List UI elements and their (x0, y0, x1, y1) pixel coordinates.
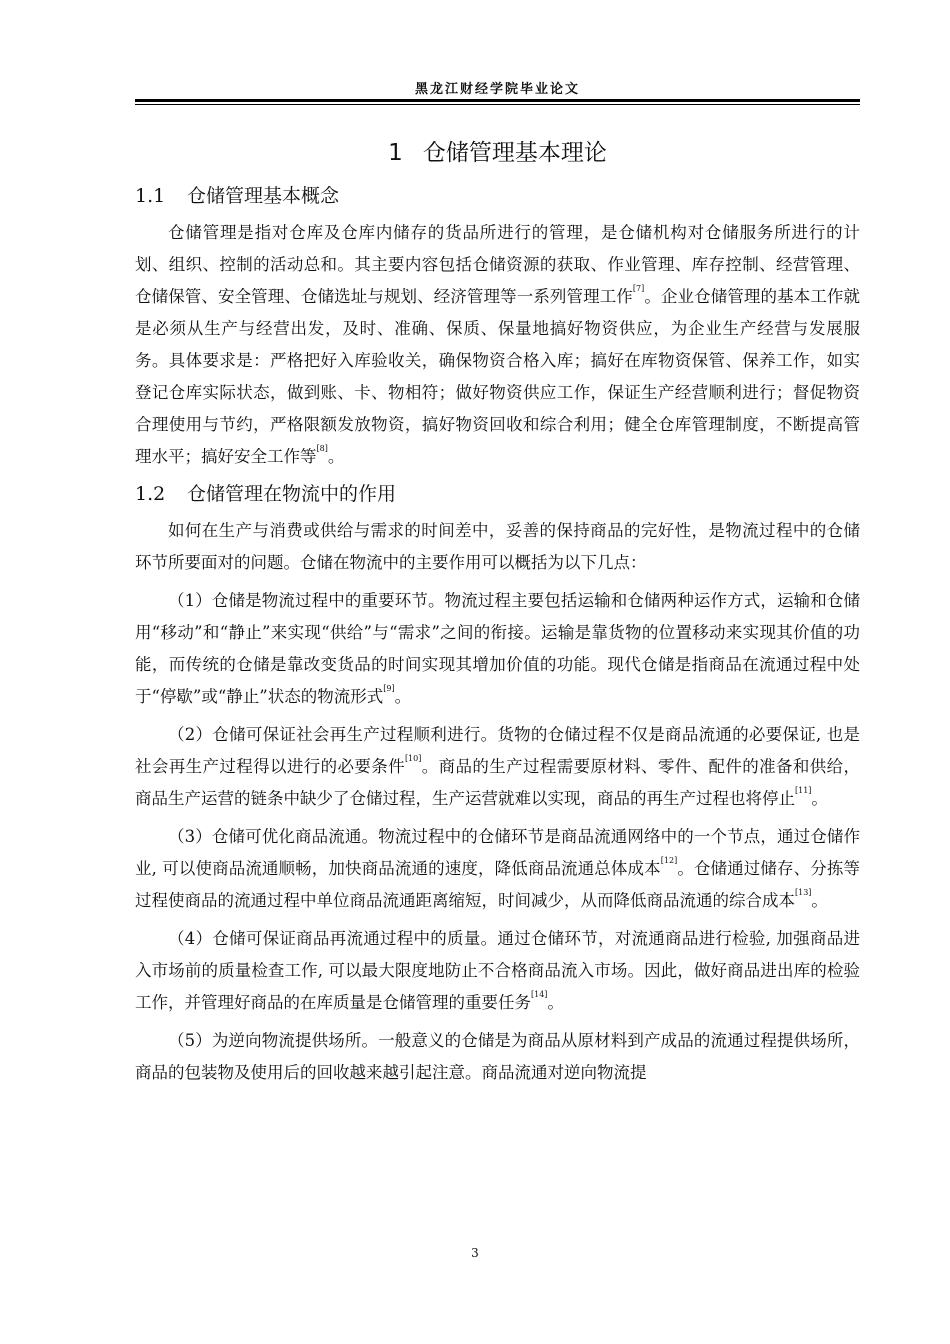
page-number: 3 (471, 1246, 479, 1260)
citation: [7] (632, 284, 645, 293)
section-title: 仓储管理在物流中的作用 (187, 483, 397, 505)
page-body (135, 128, 860, 1095)
text-run: （1）仓储是物流过程中的重要环节。物流过程主要包括运输和仓储两种运作方式，运输和仓储用“移动”和“静止”来实现“供给”与“需求”之间的衔接。运输是靠货物的位置移动来实现其价值的功能，而传统的仓储是靠改变货品的时间实现其增加价值的功能。现代仓储是指商品在流通过程中处于“停歇”或“静止”状态的物流形式 (135, 591, 860, 706)
text-run: （3）仓储可优化商品流通。物流过程中的仓储环节是商品流通网络中的一个节点，通过仓储作业, 可以使商品流通顺畅，加快商品流通的速度，降低商品流通总体成本 (135, 827, 860, 878)
text-run: 。 (811, 891, 828, 910)
section-number: 1.2 (135, 483, 166, 505)
text-run: 。仓储通过储存、分拣等过程使商品的流通过程中单位商品流通距离缩短，时间减少，从而降低商品流通的综合成本 (135, 859, 861, 910)
paragraph (135, 923, 860, 1019)
section-number: 1.1 (135, 185, 166, 207)
citation: [12] (660, 856, 678, 865)
paragraph (135, 585, 860, 713)
citation: [9] (383, 684, 395, 693)
paragraph (135, 719, 860, 815)
text-run: （5）为逆向物流提供场所。一般意义的仓储是为商品从原材料到产成品的流通过程提供场所，商品的包装物及使用后的回收越来越引起注意。商品流通对逆向物流提 (135, 1031, 860, 1082)
header-rule-thin (135, 104, 860, 105)
paragraph (135, 1025, 860, 1089)
text-run: （4）仓储可保证商品再流通过程中的质量。通过仓储环节，对流通商品进行检验, 加强商品进入市场前的质量检查工作, 可以最大限度地防止不合格商品流入市场。因此，做好商品进出库的检验工作，并管理好商品的在库质量是仓储管理的重要任务 (135, 929, 860, 1012)
citation: [11] (795, 786, 812, 795)
citation: [8] (316, 444, 328, 453)
paragraph: 如何在生产与消费或供给与需求的时间差中，妥善的保持商品的完好性，是物流过程中的仓储环节所要面对的问题。仓储在物流中的主要作用可以概括为以下几点： (135, 521, 860, 572)
citation: [13] (795, 888, 812, 897)
text-run: 。企业仓储管理的基本工作就是必须从生产与经营出发，及时、准确、保质、保量地搞好物资供应，为企业生产经营与发展服务。具体要求是：严格把好入库验收关，确保物资合格入库；搞好在库物资保管、保养工作，如实登记仓库实际状态，做到账、卡、物相符；做好物资供应工作，保证生产经营顺利进行；督促物资合理使用与节约，严格限额发放物资，搞好物资回收和综合利用；健全仓库管理制度，不断提高管理水平；搞好安全工作等 (135, 287, 861, 466)
citation: [14] (531, 990, 548, 999)
text-run: 。 (394, 687, 412, 706)
paragraph (135, 821, 860, 917)
text-run: 。 (811, 789, 828, 808)
chapter-title: 仓储管理基本理论 (422, 140, 607, 166)
section-heading-1-1 (135, 181, 860, 211)
text-run: 。 (547, 993, 564, 1012)
text-run: 。商品的生产过程需要原材料、零件、配件的准备和供给，商品生产运营的链条中缺少了仓储过程，生产运营就难以实现，商品的再生产过程也将停止 (135, 757, 861, 808)
citation: [10] (404, 754, 422, 763)
text-run: 仓储管理是指对仓库及仓库内储存的货品所进行的管理，是仓储机构对仓储服务所进行的计划、组织、控制的活动总和。其主要内容包括仓储资源的获取、作业管理、库存控制、经营管理、仓储保管、安全管理、仓储选址与规划、经济管理等一系列管理工作 (135, 223, 860, 306)
chapter-heading (135, 134, 860, 167)
section-heading-1-2 (135, 479, 860, 509)
chapter-number: 1 (388, 140, 403, 166)
text-run: 。 (327, 447, 345, 466)
text-run: （2）仓储可保证社会再生产过程顺利进行。货物的仓储过程不仅是商品流通的必要保证, 也是社会再生产过程得以进行的必要条件 (135, 725, 860, 776)
paragraph (135, 217, 860, 473)
header-rule-thick (135, 99, 860, 102)
running-header: 黑龙江财经学院毕业论文 (414, 82, 580, 97)
section-title: 仓储管理基本概念 (187, 185, 340, 207)
